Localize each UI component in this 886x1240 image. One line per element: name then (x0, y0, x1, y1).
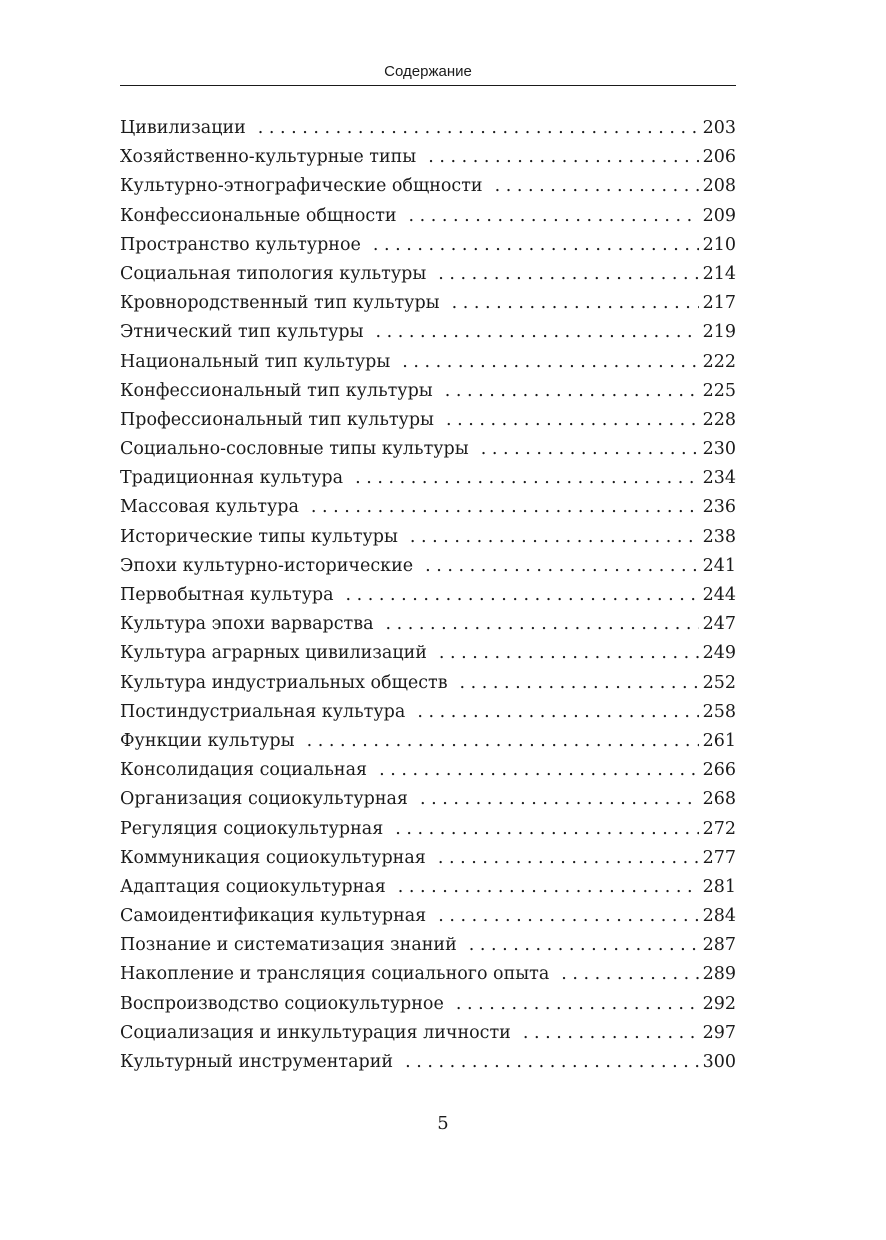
toc-dot-leader (417, 698, 698, 727)
toc-entry (120, 377, 736, 406)
toc-entry (120, 435, 736, 464)
toc-entry (120, 815, 736, 844)
toc-dot-leader (386, 610, 699, 639)
toc-entry (120, 143, 736, 172)
toc-dot-leader (425, 552, 699, 581)
toc-entry-title: Культура аграрных цивилизаций (120, 643, 427, 664)
toc-entry (120, 902, 736, 931)
toc-dot-leader (402, 348, 698, 377)
toc-entry (120, 873, 736, 902)
toc-entry-title: Воспроизводство социокультурное (120, 993, 444, 1014)
toc-entry (120, 1019, 736, 1048)
toc-entry-title: Культурный инструментарий (120, 1052, 394, 1072)
toc-entry-page: 222 (702, 351, 736, 372)
toc-dot-leader (395, 815, 698, 844)
toc-dot-leader (469, 931, 699, 960)
toc-entry (120, 960, 736, 989)
toc-entry-title: Конфессиональные общности (120, 205, 397, 226)
toc-entry-page: 258 (702, 701, 736, 722)
toc-entry (120, 844, 736, 873)
toc-entry (120, 231, 736, 260)
toc-entry (120, 990, 736, 1019)
toc-entry-page: 300 (702, 1052, 736, 1072)
toc-entry-page: 234 (702, 468, 736, 489)
toc-entry-page: 217 (702, 293, 736, 314)
toc-entry-page: 247 (702, 614, 736, 635)
toc-dot-leader (405, 1048, 699, 1077)
toc-entry-title: Исторические типы культуры (120, 526, 398, 547)
toc-entry-page: 281 (702, 876, 736, 897)
toc-entry (120, 406, 736, 435)
toc-entry-title: Культура индустриальных обществ (120, 672, 448, 693)
toc-entry-title: Накопление и трансляция социального опыта (120, 964, 550, 985)
toc-dot-leader (452, 289, 699, 318)
toc-entry-page: 297 (702, 1022, 736, 1043)
toc-entry-title: Познание и систематизация знаний (120, 935, 457, 956)
toc-entry (120, 172, 736, 201)
toc-entry-title: Конфессиональный тип культуры (120, 380, 433, 401)
toc-entry (120, 669, 736, 698)
toc-entry-title: Этнический тип культуры (120, 322, 364, 343)
toc-entry-page: 225 (702, 380, 736, 401)
toc-entry-page: 289 (702, 964, 736, 985)
toc-dot-leader (481, 435, 699, 464)
toc-entry-page: 210 (702, 234, 736, 255)
toc-entry-page: 272 (702, 818, 736, 839)
toc-entry-page: 219 (702, 322, 736, 343)
toc-entry-page: 292 (702, 993, 736, 1014)
toc-entry-title: Пространство культурное (120, 234, 361, 255)
toc-entry (120, 756, 736, 785)
toc-entry-title: Массовая культура (120, 497, 299, 518)
toc-entry-page: 236 (702, 497, 736, 518)
toc-dot-leader (258, 114, 699, 143)
toc-entry (120, 931, 736, 960)
toc-dot-leader (445, 377, 699, 406)
toc-entry-title: Социально-сословные типы культуры (120, 439, 469, 460)
toc-dot-leader (495, 172, 699, 201)
toc-entry-title: Социализация и инкультурация личности (120, 1022, 511, 1043)
toc-dot-leader (346, 581, 699, 610)
toc-entry (120, 581, 736, 610)
toc-entry-page: 203 (702, 118, 736, 138)
running-head: Содержание (384, 63, 472, 80)
toc-entry (120, 523, 736, 552)
toc-entry-title: Культурно-этнографические общности (120, 176, 483, 197)
toc-dot-leader (420, 785, 699, 814)
toc-entry-title: Постиндустриальная культура (120, 701, 406, 722)
toc-entry-page: 268 (702, 789, 736, 810)
toc-entry-page: 228 (702, 409, 736, 430)
toc-entry-title: Культура эпохи варварства (120, 614, 374, 635)
toc-dot-leader (438, 844, 699, 873)
toc-entry-page: 244 (702, 585, 736, 605)
toc-entry-page: 206 (702, 147, 736, 168)
toc-entry (120, 610, 736, 639)
toc-entry-title: Национальный тип культуры (120, 351, 391, 372)
toc-entry-title: Эпохи культурно-исторические (120, 555, 414, 576)
toc-entry (120, 348, 736, 377)
toc-entry (120, 727, 736, 756)
toc-entry (120, 698, 736, 727)
toc-entry-page: 214 (702, 263, 736, 284)
toc-entry (120, 785, 736, 814)
toc-dot-leader (439, 639, 699, 668)
toc-entry-title: Первобытная культура (120, 585, 334, 605)
toc-entry-page: 208 (702, 176, 736, 197)
toc-entry-page: 287 (702, 935, 736, 956)
toc-entry (120, 464, 736, 493)
toc-entry-title: Коммуникация социокультурная (120, 847, 426, 868)
toc-entry (120, 1048, 736, 1077)
toc-dot-leader (409, 202, 699, 231)
toc-dot-leader (438, 260, 698, 289)
toc-entry-title: Самоидентификация культурная (120, 906, 427, 927)
toc-dot-leader (355, 464, 699, 493)
toc-dot-leader (456, 990, 699, 1019)
toc-entry (120, 289, 736, 318)
toc-entry-page: 249 (702, 643, 736, 664)
toc-dot-leader (376, 318, 699, 347)
toc-entry-title: Консолидация социальная (120, 760, 368, 781)
toc-entry-page: 252 (702, 672, 736, 693)
toc-entry-page: 277 (702, 847, 736, 868)
toc-entry (120, 202, 736, 231)
page-number: 5 (437, 1113, 449, 1134)
toc-entry-title: Профессиональный тип культуры (120, 409, 434, 430)
toc-dot-leader (561, 960, 698, 989)
toc-dot-leader (311, 493, 699, 522)
toc-dot-leader (460, 669, 699, 698)
toc-dot-leader (446, 406, 699, 435)
toc-entry (120, 318, 736, 347)
toc-dot-leader (428, 143, 698, 172)
toc-entry-title: Функции культуры (120, 730, 295, 751)
toc-entry-title: Традиционная культура (120, 468, 344, 489)
toc-dot-leader (523, 1019, 699, 1048)
toc-entry-page: 209 (702, 205, 736, 226)
header-divider (120, 85, 736, 86)
toc-dot-leader (438, 902, 698, 931)
table-of-contents (120, 114, 736, 1077)
toc-entry (120, 493, 736, 522)
toc-entry-page: 261 (702, 730, 736, 751)
toc-entry-page: 284 (702, 906, 736, 927)
toc-entry (120, 639, 736, 668)
toc-dot-leader (410, 523, 699, 552)
toc-entry-title: Хозяйственно-культурные типы (120, 147, 417, 168)
toc-entry-page: 230 (702, 439, 736, 460)
toc-dot-leader (307, 727, 699, 756)
toc-entry-title: Цивилизации (120, 118, 246, 138)
toc-entry (120, 114, 736, 143)
toc-entry-title: Социальная типология культуры (120, 263, 427, 284)
toc-entry-title: Организация социокультурная (120, 789, 408, 810)
toc-dot-leader (379, 756, 699, 785)
toc-entry-title: Адаптация социокультурная (120, 876, 386, 897)
toc-entry-title: Кровнородственный тип культуры (120, 293, 440, 314)
toc-entry-page: 238 (702, 526, 736, 547)
toc-entry-title: Регуляция социокультурная (120, 818, 384, 839)
toc-entry-page: 266 (702, 760, 736, 781)
toc-entry (120, 552, 736, 581)
toc-dot-leader (373, 231, 699, 260)
toc-dot-leader (398, 873, 699, 902)
toc-entry-page: 241 (702, 555, 736, 576)
toc-entry (120, 260, 736, 289)
